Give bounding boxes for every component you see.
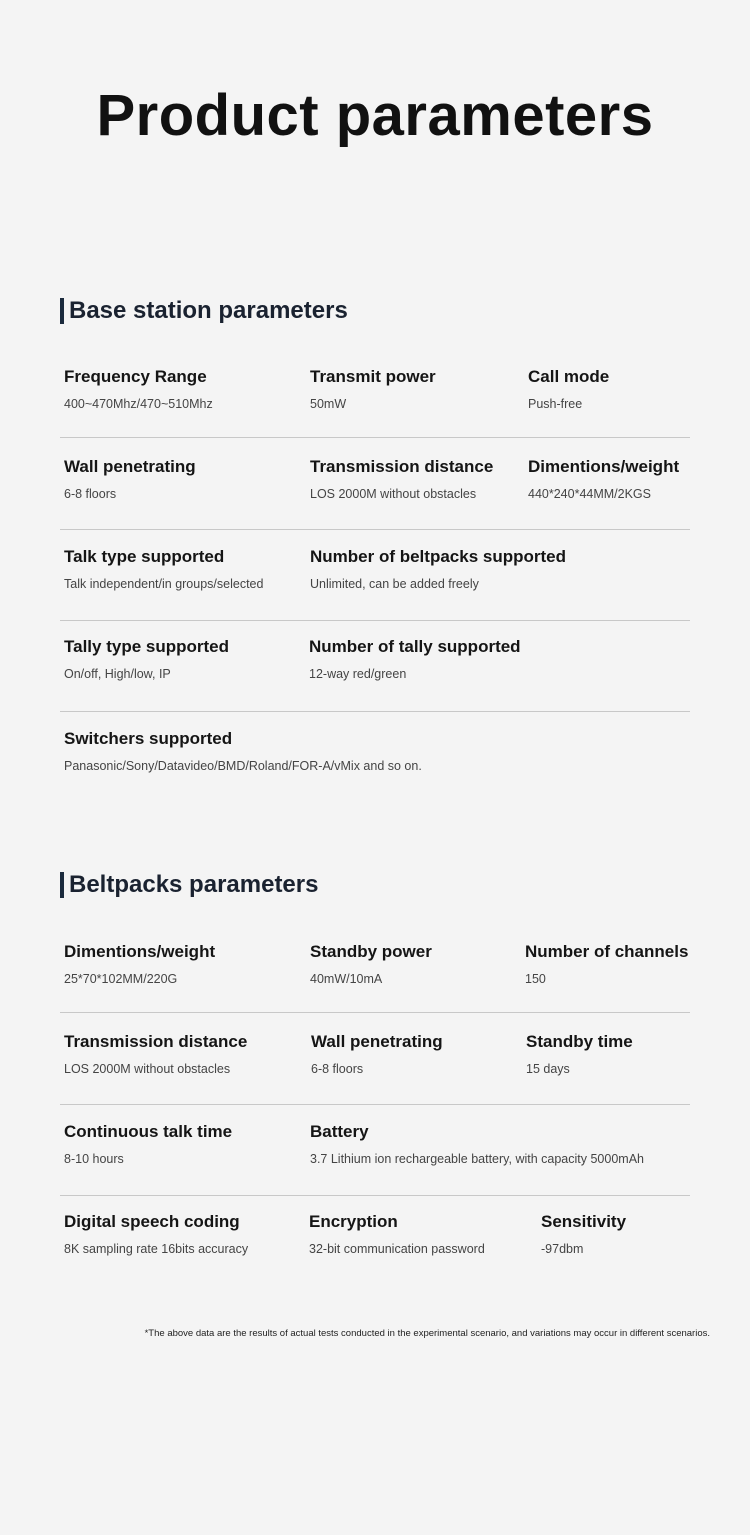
param-value: 12-way red/green: [309, 667, 407, 681]
param-beltpacks-supported: [310, 547, 566, 591]
page-title: Product parameters: [96, 83, 654, 148]
param-value: 150: [525, 972, 546, 986]
param-label: Switchers supported: [64, 729, 233, 748]
param-wall-penetrating: [64, 457, 196, 501]
param-value: Push-free: [528, 397, 583, 411]
param-value: Unlimited, can be added freely: [310, 577, 479, 591]
param-label: Number of beltpacks supported: [310, 547, 566, 566]
param-transmission-distance: [64, 1032, 247, 1076]
param-label: Battery: [310, 1122, 369, 1141]
row-divider: [60, 1012, 690, 1013]
param-switchers-supported: [64, 729, 422, 773]
param-talk-type: [64, 547, 263, 591]
param-label: Encryption: [309, 1212, 398, 1231]
param-value: Talk independent/in groups/selected: [64, 577, 264, 591]
param-dimensions-weight: [528, 457, 679, 501]
param-standby-power: [310, 942, 432, 986]
param-label: Transmission distance: [64, 1032, 248, 1051]
param-label: Wall penetrating: [64, 457, 196, 476]
param-continuous-talk-time: [64, 1122, 232, 1166]
param-label: Number of tally supported: [309, 637, 521, 656]
param-label: Dimentions/weight: [64, 942, 216, 961]
section-accent-bar: [60, 298, 64, 324]
row-divider: [60, 1104, 690, 1105]
base-station-title: Base station parameters: [69, 297, 348, 324]
param-call-mode: [528, 367, 609, 411]
row-divider: [60, 437, 690, 438]
param-value: 32-bit communication password: [309, 1242, 485, 1256]
param-label: Frequency Range: [64, 367, 207, 386]
param-label: Call mode: [528, 367, 610, 386]
param-label: Standby time: [526, 1032, 633, 1051]
param-standby-time: [526, 1032, 633, 1076]
param-label: Continuous talk time: [64, 1122, 233, 1141]
param-value: 400~470Mhz/470~510Mhz: [64, 397, 213, 411]
param-value: 15 days: [526, 1062, 570, 1076]
param-value: 25*70*102MM/220G: [64, 972, 178, 986]
param-value: 8-10 hours: [64, 1152, 124, 1166]
beltpacks-title: Beltpacks parameters: [69, 871, 319, 898]
param-tally-number: [309, 637, 521, 681]
param-label: Talk type supported: [64, 547, 225, 566]
param-value: 6-8 floors: [311, 1062, 364, 1076]
row-divider: [60, 711, 690, 712]
param-value: 40mW/10mA: [310, 972, 383, 986]
param-encryption: [309, 1212, 485, 1256]
param-value: Panasonic/Sony/Datavideo/BMD/Roland/FOR-A/vMix and so on.: [64, 759, 422, 773]
param-label: Standby power: [310, 942, 432, 961]
param-label: Wall penetrating: [311, 1032, 443, 1051]
param-battery: [310, 1122, 644, 1166]
param-value: 8K sampling rate 16bits accuracy: [64, 1242, 249, 1256]
param-value: 50mW: [310, 397, 347, 411]
param-label: Sensitivity: [541, 1212, 627, 1231]
param-dimensions-weight: [64, 942, 215, 986]
param-speech-coding: [64, 1212, 248, 1256]
param-wall-penetrating: [311, 1032, 443, 1076]
param-label: Transmission distance: [310, 457, 494, 476]
param-transmit-power: [310, 367, 436, 411]
param-label: Tally type supported: [64, 637, 229, 656]
footnote: *The above data are the results of actual tests conducted in the experimental scenario, and variations may occur in different scenarios.: [144, 1328, 710, 1339]
section-accent-bar: [60, 872, 64, 898]
param-tally-type: [64, 637, 229, 681]
param-label: Digital speech coding: [64, 1212, 240, 1231]
param-value: 6-8 floors: [64, 487, 117, 501]
param-value: On/off, High/low, IP: [64, 667, 171, 681]
param-value: LOS 2000M without obstacles: [64, 1062, 231, 1076]
param-label: Number of channels: [525, 942, 689, 961]
row-divider: [60, 620, 690, 621]
row-divider: [60, 1195, 690, 1196]
base-station-heading: [60, 297, 348, 325]
param-label: Transmit power: [310, 367, 436, 386]
param-value: 440*240*44MM/2KGS: [528, 487, 651, 501]
param-sensitivity: [541, 1212, 626, 1256]
param-value: -97dbm: [541, 1242, 584, 1256]
param-label: Dimentions/weight: [528, 457, 680, 476]
param-transmission-distance: [310, 457, 493, 501]
beltpacks-heading: [60, 871, 318, 899]
row-divider: [60, 529, 690, 530]
param-channels: [525, 942, 688, 986]
param-frequency-range: [64, 367, 213, 411]
param-value: 3.7 Lithium ion rechargeable battery, with capacity 5000mAh: [310, 1152, 644, 1166]
param-value: LOS 2000M without obstacles: [310, 487, 477, 501]
